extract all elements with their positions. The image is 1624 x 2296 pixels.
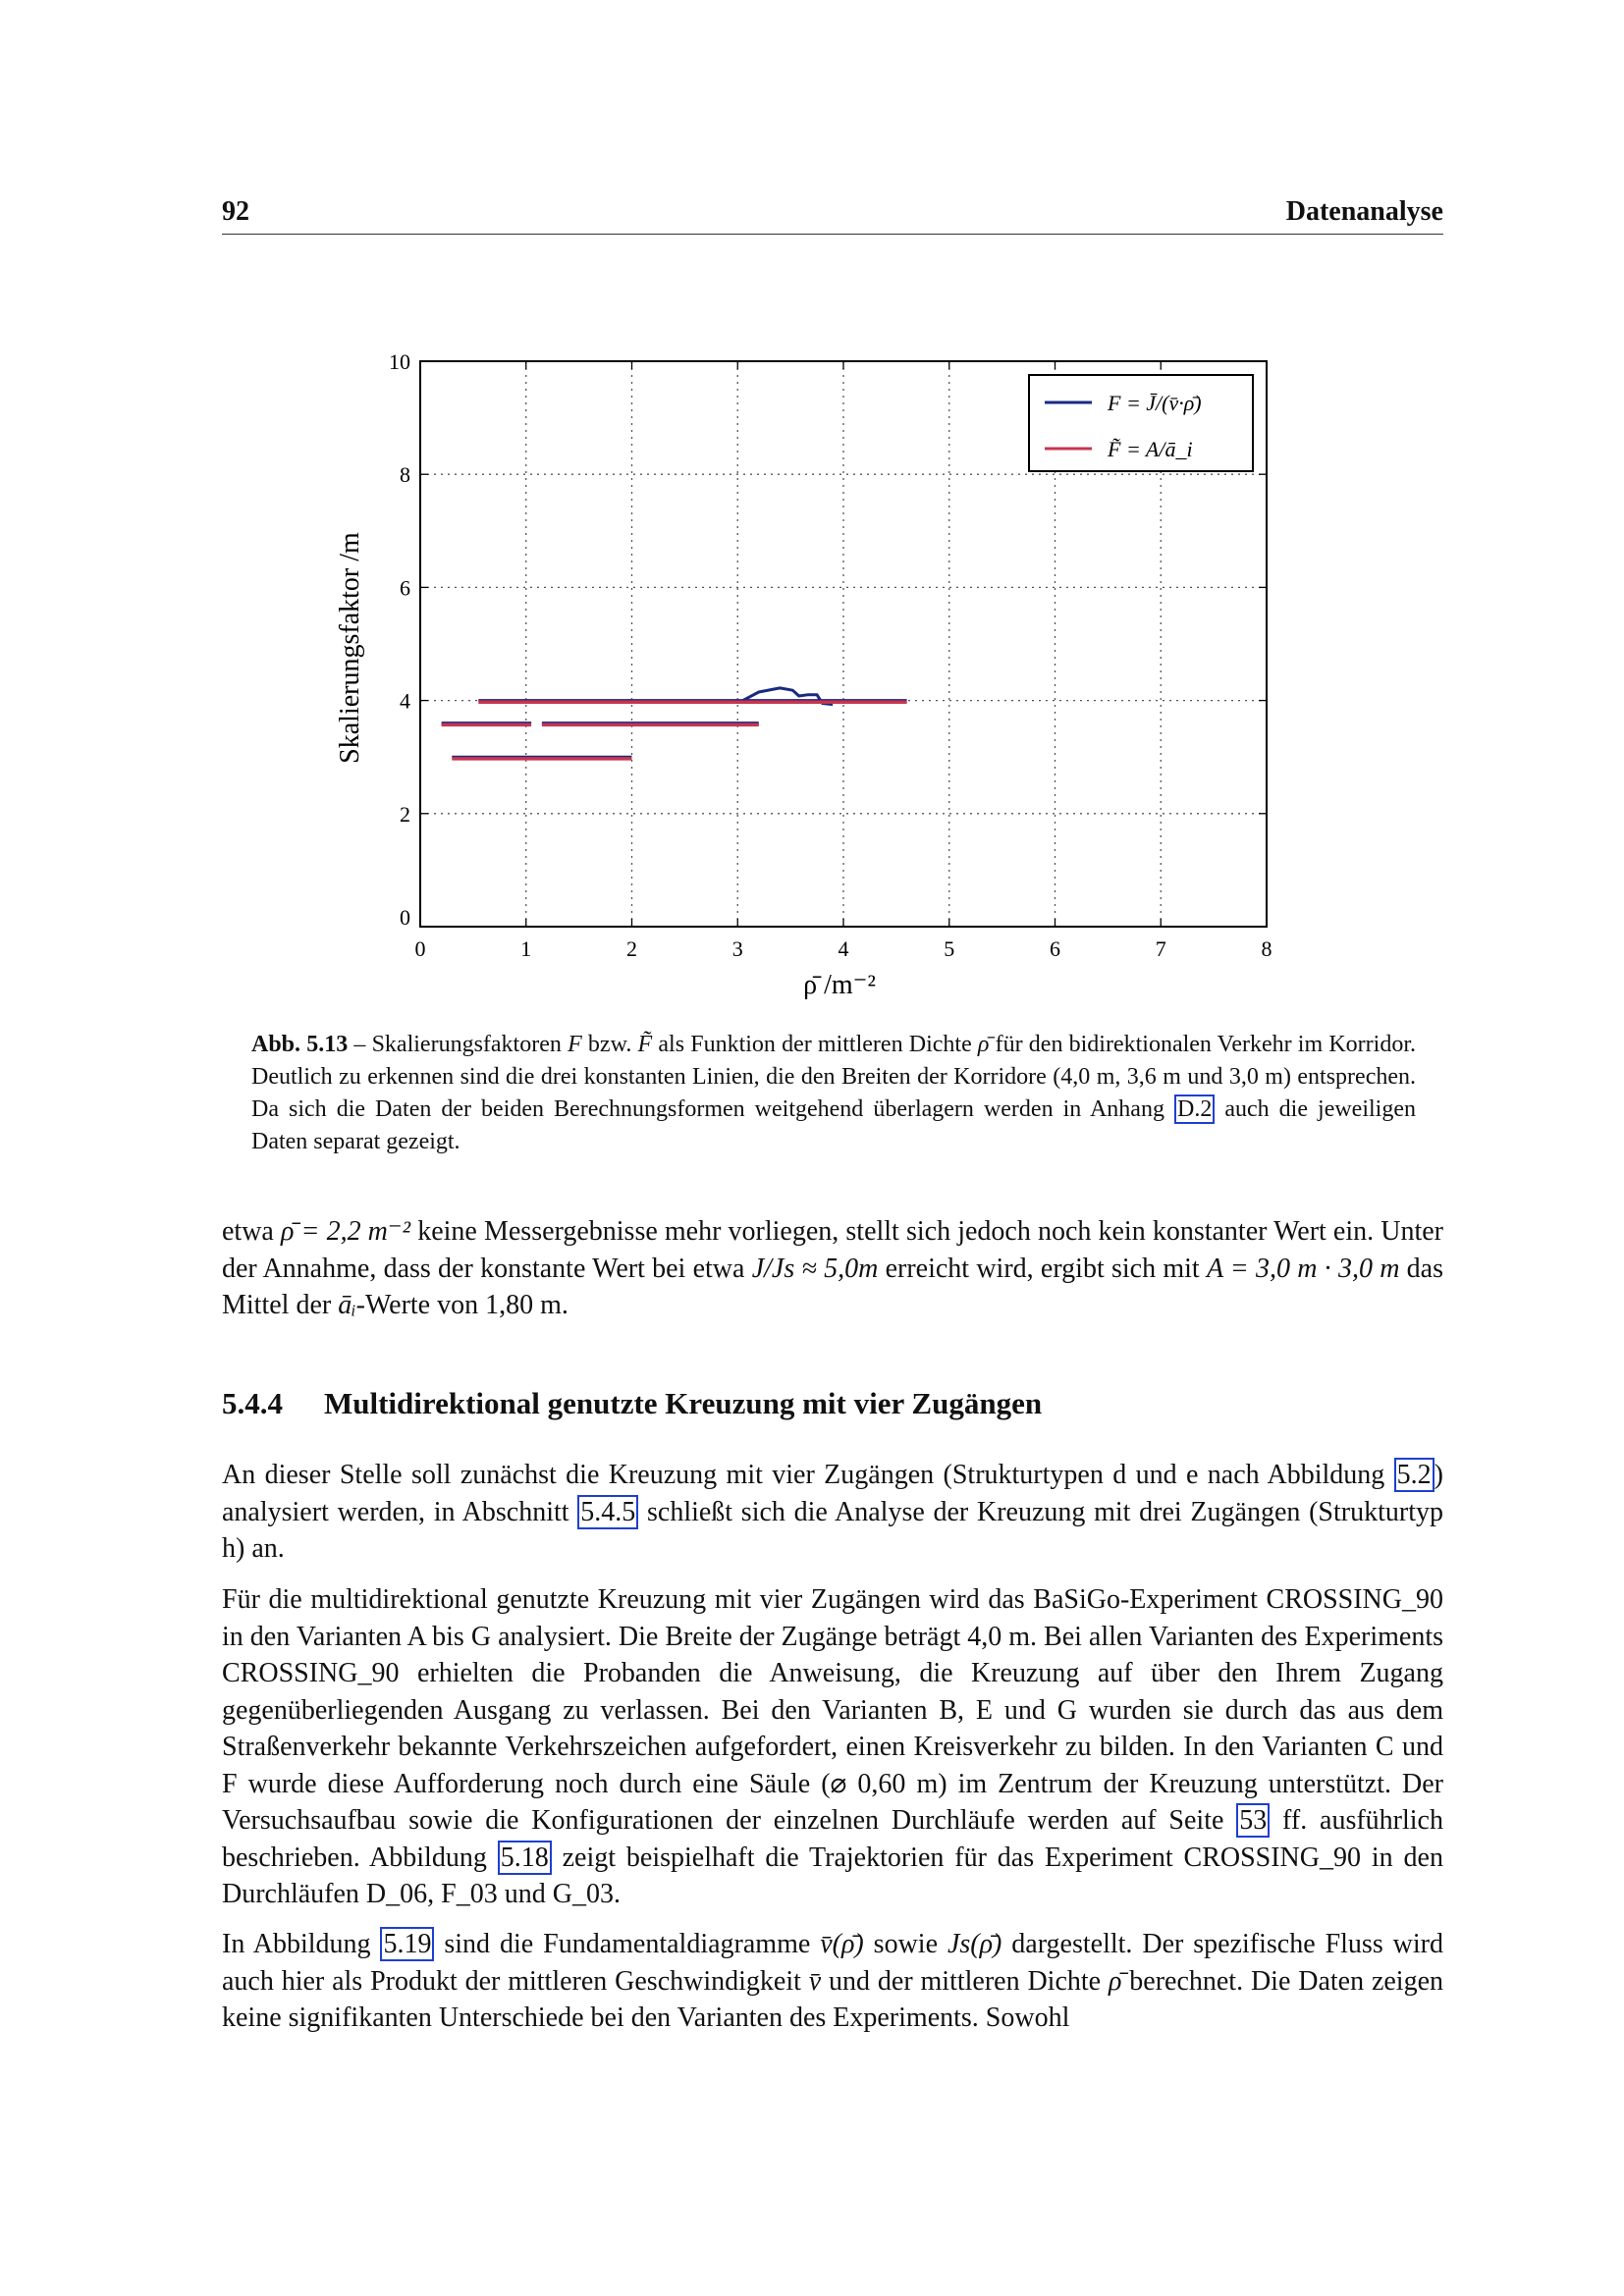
scaling-factor-chart bbox=[314, 334, 1296, 1011]
x-tick-label: 1 bbox=[520, 936, 532, 961]
chart-series bbox=[442, 688, 907, 759]
page-header bbox=[222, 196, 1443, 235]
subsection-number: 5.4.4 bbox=[222, 1386, 283, 1420]
y-tick-label: 4 bbox=[400, 688, 410, 714]
paragraph: In Abbildung 5.19 sind die Fundamentaldiagramme v̄(ρ̄) sowie Js(ρ̄) dargestellt. Der spezifische Fluss wird auch hier als Produkt der mittleren Geschwindigkeit v̄ und der mittleren Dichte ρ̄ berechnet. Die Daten zeigen keine signifikanten Unterschiede bei den Varianten des Experiments. Sowohl bbox=[222, 1929, 1443, 2033]
section-link[interactable]: 5.4.5 bbox=[577, 1495, 638, 1529]
x-tick-label: 5 bbox=[944, 936, 955, 961]
appendix-link[interactable]: D.2 bbox=[1174, 1095, 1215, 1124]
figure-link[interactable]: 5.18 bbox=[498, 1841, 552, 1875]
subsection-title: Multidirektional genutzte Kreuzung mit vier Zugängen bbox=[324, 1386, 1043, 1420]
y-tick-label: 8 bbox=[400, 462, 410, 488]
y-tick-label: 0 bbox=[400, 905, 410, 930]
chart-legend bbox=[1029, 375, 1253, 471]
figure-link[interactable]: 5.2 bbox=[1394, 1458, 1435, 1492]
legend-entry: F = J̄/(v̄·ρ̄) bbox=[1108, 391, 1202, 415]
page-link[interactable]: 53 bbox=[1236, 1803, 1270, 1838]
paragraph: An dieser Stelle soll zunächst die Kreuzung mit vier Zugängen (Strukturtypen d und e nach Abbildung 5.2 ) analysiert werden, in Abschnitt 5.4.5 schließt sich die Analyse der Kreuzung mit drei Zugängen (Strukturtyp h) an. bbox=[222, 1460, 1443, 1564]
x-tick-label: 0 bbox=[414, 936, 426, 961]
x-tick-label: 2 bbox=[626, 936, 637, 961]
y-tick-label: 6 bbox=[400, 575, 410, 601]
x-tick-label: 4 bbox=[838, 936, 849, 961]
figure-link[interactable]: 5.19 bbox=[380, 1927, 434, 1961]
paragraph: Für die multidirektional genutzte Kreuzung mit vier Zugängen wird das BaSiGo-Experiment CROSSING_90 in den Varianten A bis G analysiert. Die Breite der Zugänge beträgt 4,0 m. Bei allen Varianten des Experiments CROSSING_90 erhielten die Probanden die Anweisung, die Kreuzung auf über den Ihrem Zugang gegenüberliegenden Ausgang zu verlassen. Bei den Varianten B, E und G wurden sie durch das aus dem Straßenverkehr bekannte Verkehrszeichen aufgefordert, einen Kreisverkehr zu bilden. In den Varianten C und F wurde diese Aufforderung noch durch eine Säule (⌀ 0,60 m) im Zentrum der Kreuzung unterstützt. Der Versuchsaufbau sowie die Konfigurationen der einzelnen Durchläufe werden auf Seite 53 ff. ausführlich beschrieben. Abbildung 5.18 zeigt beispielhaft die Trajektorien für das Experiment CROSSING_90 in den Durchläufen D_06, F_03 und G_03. bbox=[222, 1584, 1443, 1909]
y-tick-label: 10 bbox=[389, 349, 410, 374]
figure-caption: Abb. 5.13 – Skalierungsfaktoren F bzw. F̃ als Funktion der mittleren Dichte ρ̄ für den bidirektionalen Verkehr im Korridor. Deutlich zu erkennen sind die drei konstanten Linien, die den Breiten der Korridore (4,0 m, 3,6 m und 3,0 m) entsprechen. Da sich die Daten der beiden Berechnungsformen weitgehend überlagern werden in Anhang D.2 auch die jeweiligen Daten separat gezeigt. bbox=[251, 1032, 1416, 1154]
y-axis-label: Skalierungsfaktor /m bbox=[335, 532, 365, 764]
x-tick-label: 8 bbox=[1261, 936, 1272, 961]
legend-entry: F̃ = A/ā_i bbox=[1108, 437, 1193, 461]
x-axis-label: ρ̄ /m⁻² bbox=[803, 970, 876, 1000]
paragraph: etwa ρ̄ = 2,2 m⁻² keine Messergebnisse mehr vorliegen, stellt sich jedoch noch kein konstanter Wert ein. Unter der Annahme, dass der konstante Wert bei etwa J/Js ≈ 5,0m erreicht wird, ergibt sich mit A = 3,0 m · 3,0 m das Mittel der āᵢ-Werte von 1,80 m. bbox=[222, 1216, 1444, 1320]
x-tick-label: 7 bbox=[1155, 936, 1166, 961]
x-tick-label: 3 bbox=[731, 936, 743, 961]
running-section-title: Datenanalyse bbox=[1285, 196, 1443, 227]
figure-label: Abb. 5.13 bbox=[251, 1032, 349, 1057]
page-number: 92 bbox=[222, 196, 249, 227]
y-tick-label: 2 bbox=[400, 801, 410, 827]
x-tick-label: 6 bbox=[1050, 936, 1060, 961]
subsection-heading bbox=[222, 1386, 1042, 1421]
